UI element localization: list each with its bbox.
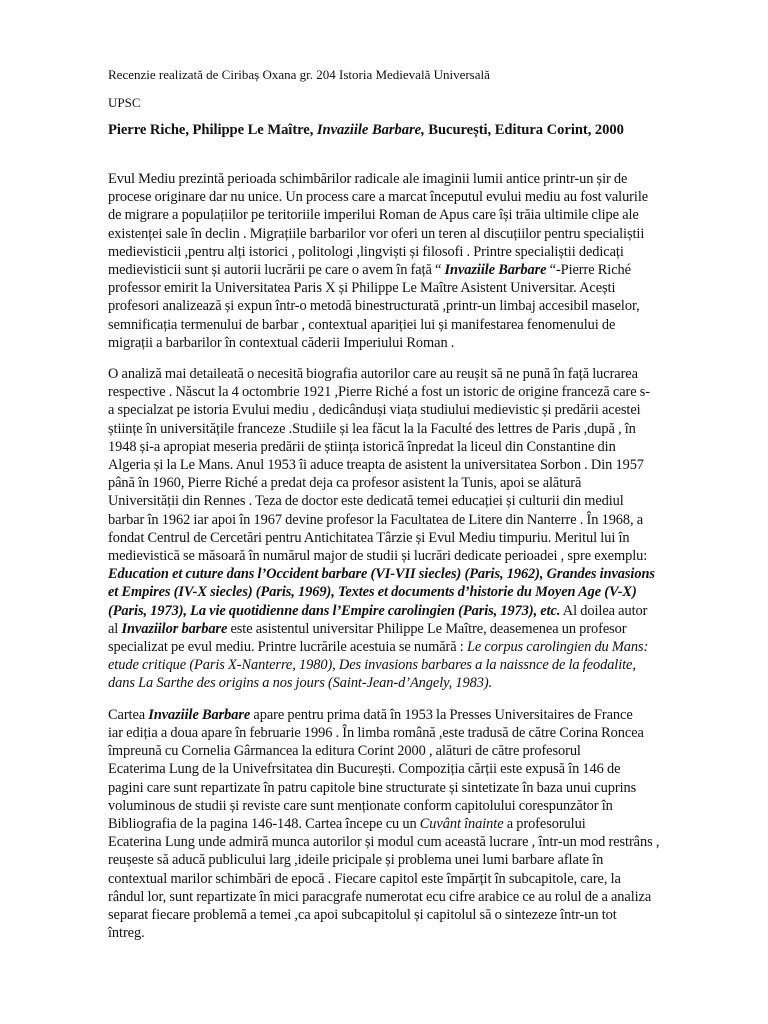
text-line: contextual marilor schimbări de epocă . Fiecare capitol este împărțit în subcapitole, care, la xyxy=(108,870,621,887)
text-line: Algeria și la Le Mans. Anul 1953 îi aduce treapta de asistent la universitatea Sorbon . Din 1957 xyxy=(108,457,644,474)
text-line xyxy=(108,620,716,638)
text-segment: “-Pierre Riché xyxy=(546,262,631,279)
text-line: semnificația termenului de barbar , contextual apariției lui și manifestarea fenomenului de xyxy=(108,316,616,333)
text-line: migrații a barbarilor în contextual căderii Imperiului Roman . xyxy=(108,334,455,351)
text-line: procese originare dar nu unice. Un process care a marcat începutul evului mediu au fost valurile xyxy=(108,189,649,206)
book-title-emphasis: Invaziile Barbare xyxy=(148,706,251,723)
italic-bibliography-line: dans La Sarthe des origins a nos jours (Saint-Jean-d’Angely, 1983). xyxy=(108,675,493,692)
text-segment: specializat pe evul mediu. Printre lucrările acestuia se numără : xyxy=(108,639,467,656)
text-line: pagini care sunt repartizate în patru capitole bine structurate și sintetizate în baza unui cuprins xyxy=(108,779,637,796)
paragraph-1 xyxy=(108,170,716,352)
text-line xyxy=(108,815,716,833)
text-line: științe în universitățile franceze .Studiile și lea făcut la la Faculté des lettres de Paris ,după , în xyxy=(108,420,636,437)
paragraph-2 xyxy=(108,365,716,693)
bibliography-segment: (Paris, 1973), La vie quotidienne dans l’Empire carolingien (Paris, 1973), etc. xyxy=(108,602,561,619)
text-segment: apare pentru prima dată în 1953 la Presses Universitaires de France xyxy=(250,706,633,723)
text-line: reușeste să aducă publicului larg ,ideile pricipale și problema unei lumi barbare aflate în xyxy=(108,852,604,869)
text-line: Evul Mediu prezintă perioada schimbărilor radicale ale imaginii lumii antice printr-un șir de xyxy=(108,171,628,187)
text-line: împreună cu Cornelia Gârmancea la editura Corint 2000 , alături de către profesorul xyxy=(108,743,581,760)
text-segment: Cartea xyxy=(108,706,149,723)
italic-bibliography-segment: Le corpus carolingien du Mans: xyxy=(466,639,649,656)
text-line xyxy=(108,602,716,620)
text-line: fondat Centrul de Cercetări pentru Antichitatea Târzie și Evul Mediu timpuriu. Meritul lui în xyxy=(108,529,630,546)
text-line: voluminous de studii și reviste care sunt menționate conform capitolului corespunzător în xyxy=(108,797,613,814)
text-segment: Bibliografia de la pagina 146-148. Cartea începe cu un xyxy=(108,815,420,832)
bibliography-line: et Empires (IV-X siecles) (Paris, 1969), Textes et documents d’historie du Moyen Age (V-X) xyxy=(108,584,637,601)
text-line: Ecaterina Lung unde admiră munca autorilor și modul cum această lucrare , într-un mod restrâns , xyxy=(108,834,660,851)
bibliography-line: Education et cuture dans l’Occident barbare (VI-VII siecles) (Paris, 1962), Grandes invasions xyxy=(108,566,655,583)
text-segment: medievisticii sunt și autorii lucrării pe care o avem în față “ xyxy=(108,262,445,279)
text-segment: este asistentul universitar Philippe Le Maître, deasemenea un profesor xyxy=(227,620,627,637)
text-line: separat fiecare problemă a temei ,ca apoi subcapitolul și capitolul să o sintezeze într-un tot xyxy=(108,906,617,923)
text-segment: al xyxy=(108,620,122,637)
title-book-name: Invaziile Barbare, xyxy=(316,122,425,138)
text-segment: a profesorului xyxy=(503,815,586,832)
review-author-line: Recenzie realizată de Ciribaș Oxana gr. 204 Istoria Medievală Universală xyxy=(108,67,490,82)
text-line: a specialzat pe istoria Evului mediu , dedicânduși viața studiului medievistic și predării acestei xyxy=(108,402,641,419)
text-line xyxy=(108,638,716,656)
text-line: professor emirit la Universitatea Paris X și Philippe Le Maître Asistent Universitar. Acești xyxy=(108,280,616,297)
text-line: profesori analizează și expun într-o metodă binestructurată ,printr-un limbaj accesibil maselor, xyxy=(108,298,640,315)
text-line: Ecaterima Lung de la Univefrsitatea din București. Compoziția cărții este expusă în 146 de xyxy=(108,761,621,778)
text-line: respective . Născut la 4 octombrie 1921 ,Pierre Riché a fost un istoric de origine franceză care s- xyxy=(108,384,650,401)
text-segment: Al doilea autor xyxy=(560,602,648,619)
text-line: 1948 și-a apropiat meseria predării de știința istorică înpredat la liceul din Constantine din xyxy=(108,438,616,455)
book-reference-title xyxy=(108,121,716,140)
paragraph-3 xyxy=(108,706,716,943)
title-publisher: București, Editura Corint, 2000 xyxy=(424,122,624,138)
italic-segment: Cuvânt înainte xyxy=(419,815,504,832)
text-line: existenței sale în declin . Migrațiile barbarilor vor oferi un teren al discuțiilor pentru specialiștii xyxy=(108,225,645,242)
text-line: iar ediția a doua apare în februarie 1996 . În limba română ,este tradusă de către Corina Roncea xyxy=(108,724,644,741)
book-title-emphasis: Invaziilor barbare xyxy=(121,620,228,637)
text-line: întreg. xyxy=(108,925,145,942)
text-line: medievistică se măsoară în numărul major de studii și lucrări dedicate perioadei , spre exemplu: xyxy=(108,548,648,565)
text-line: medievisticii ,pentru alți istorici , politologi ,lingviști și filosofi . Printre specialiștii dedicați xyxy=(108,243,624,260)
text-line: barbar în 1962 iar apoi în 1967 devine profesor la Facultatea de Litere din Nanterre . În 1968, a xyxy=(108,511,644,528)
text-line: O analiză mai detaileată o necesită biografia autorilor care au reușit să ne pună în față lucrarea xyxy=(108,366,638,383)
italic-bibliography-line: etude critique (Paris X-Nanterre, 1980), Des invasions barbares a la naissnce de la feodalite, xyxy=(108,657,636,674)
text-line: până în 1960, Pierre Riché a predat deja ca profesor asistent la Tunis, apoi se alătură xyxy=(108,475,582,492)
text-line xyxy=(108,706,716,724)
text-line: de migrare a populațiilor pe teritoriile imperilui Roman de Apus care își trăia ultimile clipe ale xyxy=(108,207,639,224)
institution-line: UPSC xyxy=(108,95,141,110)
text-line: Universității din Rennes . Teza de doctor este dedicată temei educației și culturii din mediul xyxy=(108,493,624,510)
text-line xyxy=(108,261,716,279)
book-title-emphasis: Invaziile Barbare xyxy=(444,262,547,279)
text-line: rândul lor, sunt repartizate în mici paracgrafe numerotat ecu cifre arabice ce au rolul de a analiza xyxy=(108,888,652,905)
title-authors: Pierre Riche, Philippe Le Maître, xyxy=(108,122,317,138)
